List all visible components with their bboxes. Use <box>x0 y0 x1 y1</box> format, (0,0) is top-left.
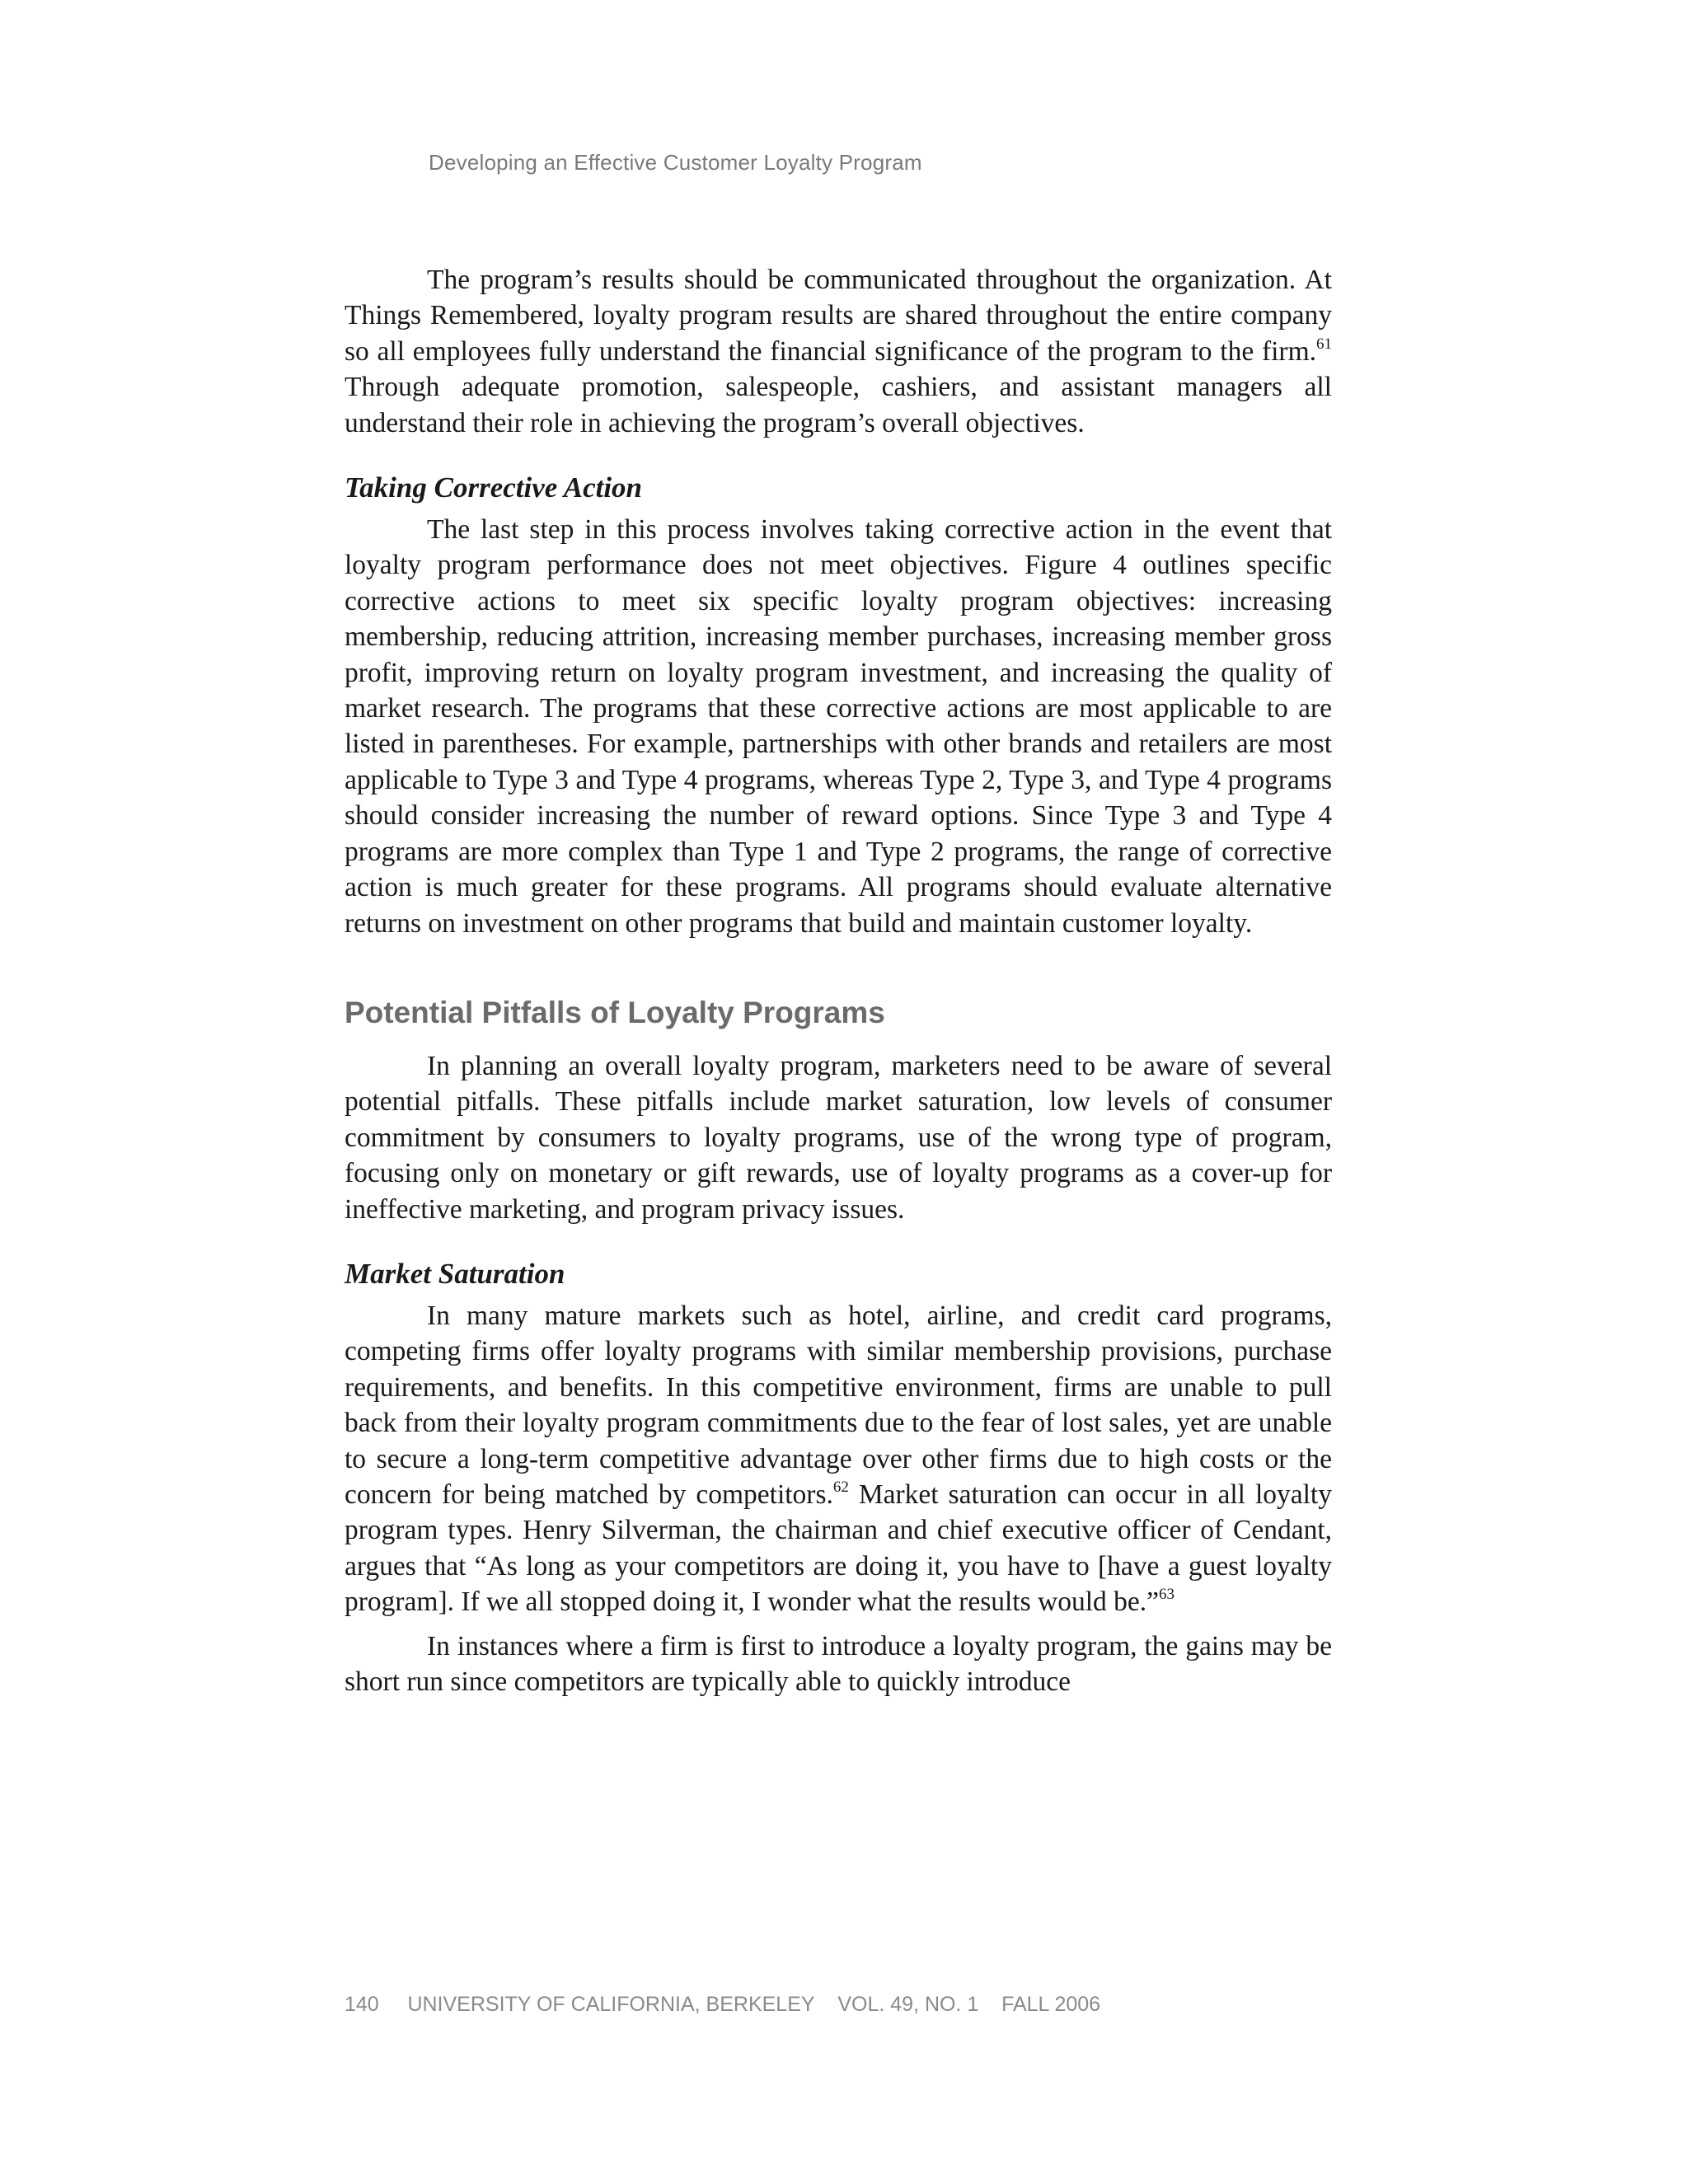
pitfalls-paragraph: In planning an overall loyalty program, marketers need to be aware of several potential pitfalls. These pitfalls include market saturation, low levels of consumer commitment by consumers to loyalty programs, use of the wrong type of program, focusing only on monetary or gift rewards, use of loyalty programs as a cover-up for ineffective marketing, and program privacy issues. <box>345 1050 1332 1225</box>
heading-taking-corrective-action: Taking Corrective Action <box>345 471 643 504</box>
journal-issue: FALL 2006 <box>1001 1993 1101 2016</box>
journal-institution: UNIVERSITY OF CALIFORNIA, BERKELEY <box>407 1993 815 2016</box>
article-body <box>345 262 1332 1699</box>
saturation-text-a: In many mature markets such as hotel, airline, and credit card programs, competing firms offer loyalty programs with similar membership provisions, purchase requirements, and benefits. In this competitive environment, firms are unable to pull back from their loyalty program commitments due to the fear of lost sales, yet are unable to secure a long-term competitive advantage over other firms due to high costs or the concern for being matched by competitors. <box>345 1300 1332 1510</box>
saturation-paragraph-1 <box>345 1298 1332 1620</box>
saturation-paragraph-2: In instances where a firm is first to introduce a loyalty program, the gains may be short run since competitors are typically able to quickly introduce <box>345 1630 1332 1697</box>
footnote-ref-63[interactable]: 63 <box>1159 1586 1175 1604</box>
page-number: 140 <box>345 1993 379 2016</box>
intro-text-b: Through adequate promotion, salespeople, cashiers, and assistant managers all understand their role in achieving the program’s overall objectives. <box>345 372 1332 438</box>
heading-potential-pitfalls: Potential Pitfalls of Loyalty Programs <box>345 995 885 1029</box>
corrective-paragraph: The last step in this process involves taking corrective action in the event that loyalty program performance does not meet objectives. Figure 4 outlines specific corrective actions to meet six specific loyalty program objectives: increasing membership, reducing attrition, increasing member purchases, increasing member gross profit, improving return on loyalty program investment, and increasing the quality of market research. The programs that these corrective actions are most applicable to are listed in parentheses. For example, partnerships with other brands and retailers are most applicable to Type 3 and Type 4 programs, whereas Type 2, Type 3, and Type 4 programs should consider increasing the number of reward options. Since Type 3 and Type 4 programs are more complex than Type 1 and Type 2 programs, the range of corrective action is much greater for these programs. All programs should evaluate alternative returns on investment on other programs that build and maintain customer loyalty. <box>345 514 1332 939</box>
footnote-ref-62[interactable]: 62 <box>832 1478 849 1496</box>
saturation-text-b: Market saturation can occur in all loyalty program types. Henry Silverman, the chairman and chief executive officer of Cendant, argues that “As long as your competitors are doing it, you have to [have a guest loyalty program]. If we all stopped doing it, I wonder what the results would be.” <box>345 1479 1332 1618</box>
intro-text-a: The program’s results should be communicated throughout the organization. At Things Remembered, loyalty program results are shared throughout the entire company so all employees fully understand the financial significance of the program to the firm. <box>345 265 1332 367</box>
journal-volume: VOL. 49, NO. 1 <box>837 1993 979 2016</box>
heading-market-saturation: Market Saturation <box>345 1257 565 1290</box>
intro-paragraph <box>345 262 1332 441</box>
page-footer <box>345 1993 1100 2017</box>
running-head: Developing an Effective Customer Loyalty Program <box>429 150 922 175</box>
footnote-ref-61[interactable]: 61 <box>1316 335 1332 353</box>
